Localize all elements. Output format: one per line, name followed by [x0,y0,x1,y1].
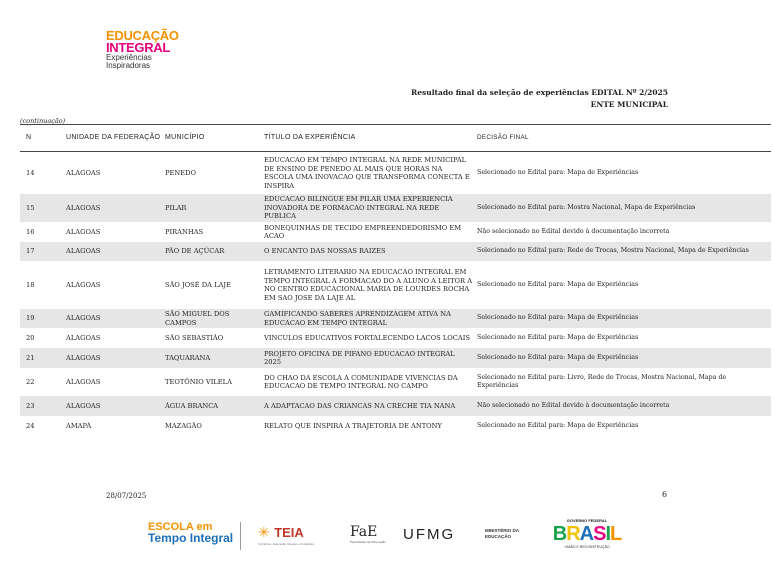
table-row [20,309,771,328]
cell-uf: ALAGOAS [66,377,101,386]
cell-decisao: Selecionado no Edital para: Mapa de Experiências [477,333,639,341]
table-row [20,222,771,242]
cell-decisao: Selecionado no Edital para: Mapa de Experiências [477,314,639,322]
cell-decisao: Selecionado no Edital para: Mapa de Experiências [477,280,639,288]
mec-line-1: MINISTÉRIO DA [485,528,520,533]
table-row [20,368,771,396]
table-row [20,261,771,309]
fae-logo [350,524,386,544]
results-table [20,124,771,436]
cell-n: 19 [26,314,35,323]
educacao-integral-logo [106,30,186,70]
cell-uf: ALAGOAS [66,401,101,410]
continuation-note: (continuação) [20,117,66,125]
cell-municipio: TAQUARANA [165,353,211,362]
header-uf: UNIDADE DA FEDERAÇÃO [66,133,161,141]
cell-municipio: SÃO SEBASTIÃO [165,333,224,342]
cell-n: 14 [26,168,35,177]
cell-titulo: EDUCACAO EM TEMPO INTEGRAL NA REDE MUNICIPAL DE ENSINO DE PENEDO AL MAIS QUE HORAS NA ESCOLA UMA INOVACAO QUE TRANSFORMA CONECTA E INSPIRA [264,156,470,190]
cell-uf: ALAGOAS [66,280,101,289]
teia-logo [258,524,314,546]
gov-top-text: GOVERNO FEDERAL [566,518,608,523]
cell-municipio: PIRANHAS [165,227,204,236]
gov-bottom-text: UNIÃO E RECONSTRUÇÃO [564,545,610,549]
cell-n: 15 [26,203,35,212]
escola-logo-line-1: ESCOLA em [148,521,213,533]
cell-n: 16 [26,227,35,236]
cell-n: 18 [26,280,35,289]
cell-municipio: PENEDO [165,168,196,177]
gov-brasil-text: BRASIL [552,523,622,545]
cell-n: 17 [26,247,35,256]
cell-decisao: Selecionado no Edital para: Livro, Rede de Trocas, Mostra Nacional, Mapa de Experiências [477,373,727,389]
cell-titulo: GAMIFICANDO SABERES APRENDIZAGEM ATIVA NA EDUCACAO EM TEMPO INTEGRAL [264,310,451,327]
cell-titulo: VINCULOS EDUCATIVOS FORTALECENDO LACOS LOCAIS [264,333,470,342]
page-number: 6 [662,490,668,499]
logo-line-4: Inspiradoras [106,61,151,70]
cell-uf: ALAGOAS [66,247,101,256]
cell-decisao: Selecionado no Edital para: Mapa de Experiências [477,421,639,429]
header-municipio: MUNICÍPIO [165,133,205,141]
cell-municipio: SÃO JOSÉ DA LAJE [165,280,231,289]
cell-decisao: Selecionado no Edital para: Mostra Nacional, Mapa de Experiências [477,203,696,211]
cell-decisao: Selecionado no Edital para: Mapa de Experiências [477,353,639,361]
header-decisao: DECISÃO FINAL [477,133,529,141]
teia-logo-text: TEIA [274,525,304,540]
ufmg-logo: UFMG [403,526,456,543]
document-header [411,87,668,111]
cell-municipio: SÃO MIGUEL DOS CAMPOS [165,310,230,327]
cell-uf: ALAGOAS [66,333,101,342]
cell-municipio: PILAR [165,203,187,212]
cell-titulo: PROJETO OFICINA DE PIFANO EDUCACAO INTEGRAL 2025 [264,349,455,366]
fae-logo-subtext: Faculdade de Educação [350,540,387,544]
logo-line-3: Experiências [106,53,152,62]
teia-logo-subtext: Territórios, Educação Integral e Cidadania [258,542,314,546]
cell-decisao: Selecionado no Edital para: Rede de Trocas, Mostra Nacional, Mapa de Experiências [477,247,749,255]
cell-titulo: LETRAMENTO LITERARIO NA EDUCACAO INTEGRAL EM TEMPO INTEGRAL A FORMACAO DO A ALUNO A LEITOR A NO CENTRO EDUCACIONAL MARIA DE LOURDES ROCHA EM SAO JOSE DA LAJE AL [264,268,473,302]
cell-uf: ALAGOAS [66,203,101,212]
table-row [20,396,771,416]
cell-titulo: RELATO QUE INSPIRA A TRAJETORIA DE ANTONY [264,421,442,430]
document-subtitle: ENTE MUNICIPAL [590,100,668,109]
partner-logos [0,518,774,558]
header-titulo: TÍTULO DA EXPERIÊNCIA [264,133,356,141]
document-title: Resultado final da seleção de experiências EDITAL Nº 2/2025 [411,88,668,97]
cell-municipio: MAZAGÃO [165,421,202,430]
cell-titulo: A ADAPTACAO DAS CRIANCAS NA CRECHE TIA NANA [264,401,456,410]
cell-n: 22 [26,377,35,386]
table-row [20,194,771,222]
fae-logo-text: FaE [350,524,378,540]
cell-uf: ALAGOAS [66,353,101,362]
cell-uf: ALAGOAS [66,314,101,323]
cell-municipio: TEOTÔNIO VILELA [165,377,232,386]
table-row [20,242,771,261]
cell-titulo: DO CHAO DA ESCOLA A COMUNIDADE VIVENCIAS DA EDUCACAO DE TEMPO INTEGRAL NO CAMPO [264,373,458,390]
logo-line-1: EDUCAÇÃO [106,28,179,43]
cell-decisao: Selecionado no Edital para: Mapa de Experiências [477,168,639,176]
cell-decisao: Não selecionado no Edital devido à documentação incorreta [477,227,670,235]
teia-star-icon: ✳ [258,524,270,540]
cell-n: 24 [26,421,35,430]
governo-federal-logo [548,518,626,549]
cell-n: 20 [26,333,35,342]
table-row [20,152,771,194]
cell-uf: ALAGOAS [66,168,101,177]
table-row [20,348,771,368]
cell-uf: AMAPÁ [66,421,92,430]
cell-decisao: Não selecionado no Edital devido à documentação incorreta [477,401,670,409]
cell-titulo: EDUCACAO BILINGUE EM PILAR UMA EXPERIENCIA INOVADORA DE FORMACAO INTEGRAL NA REDE PUBLICA [264,195,453,221]
header-n: N [26,133,32,141]
logo-divider [240,522,241,550]
escola-tempo-integral-logo [148,522,233,544]
table-row [20,416,771,436]
cell-uf: ALAGOAS [66,227,101,236]
mec-line-2: EDUCAÇÃO [485,534,512,539]
cell-n: 21 [26,353,35,362]
logo-line-2: INTEGRAL [106,40,171,55]
footer-date: 28/07/2025 [106,492,147,500]
table-row [20,328,771,348]
table-header-row [20,125,771,152]
cell-titulo: O ENCANTO DAS NOSSAS RAIZES [264,247,386,256]
cell-municipio: ÁGUA BRANCA [165,401,219,410]
cell-municipio: PÃO DE AÇÚCAR [165,247,225,256]
escola-logo-line-2: Tempo Integral [148,531,234,545]
ministerio-educacao-logo [485,528,519,540]
cell-titulo: BONEQUINHAS DE TECIDO EMPREENDEDORISMO EM ACAO [264,223,462,240]
cell-n: 23 [26,401,35,410]
